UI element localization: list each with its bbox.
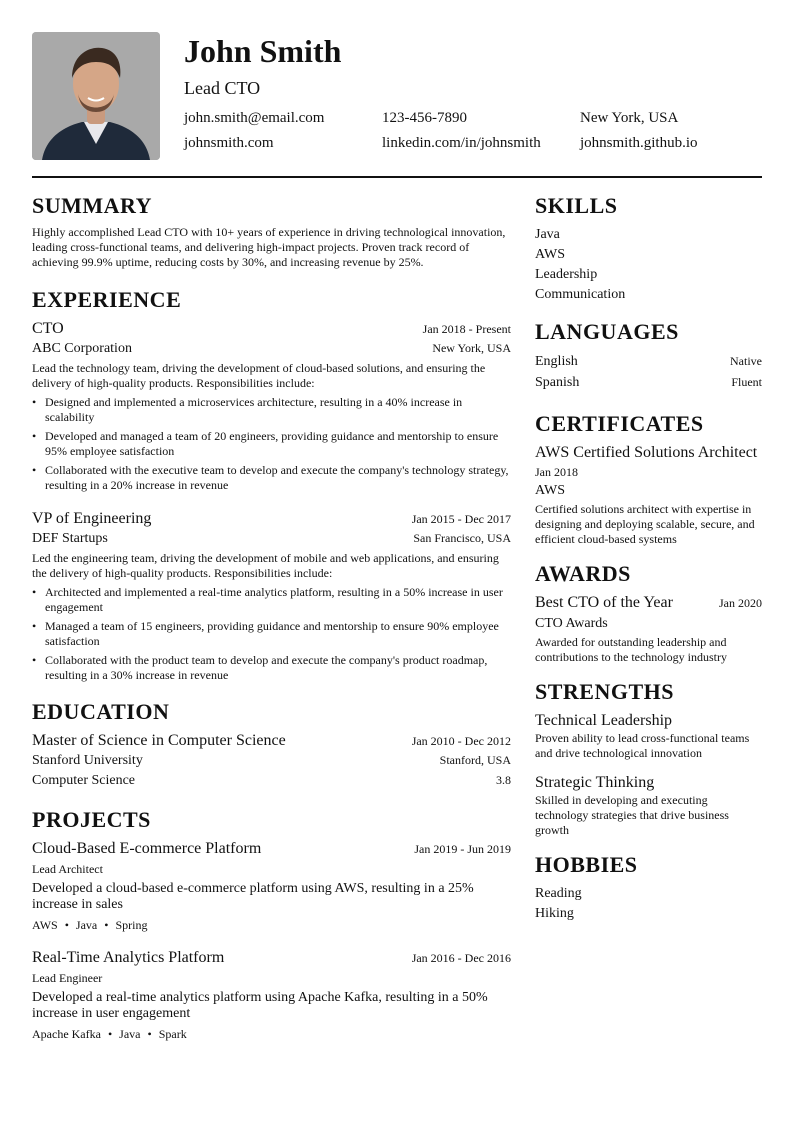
section-heading: SKILLS (535, 193, 618, 218)
main-column (32, 193, 511, 1057)
language-item (535, 351, 762, 372)
tag: Apache Kafka (32, 1027, 101, 1041)
experience-item (32, 509, 511, 683)
list-item: • Developed and managed a team of 20 engineers, providing guidance and mentorship to ensure 95% employee satisfaction (32, 429, 511, 459)
resume-header (32, 32, 762, 160)
responsibility-list (32, 395, 511, 493)
skill-item: AWS (535, 247, 565, 262)
strength-description: Proven ability to lead cross-functional teams and drive technological innovation (535, 731, 750, 760)
skill-item: Leadership (535, 267, 598, 282)
certificate-issuer: AWS (535, 483, 565, 498)
strength-item (535, 773, 762, 838)
section-heading: SUMMARY (32, 193, 153, 218)
certificate-description: Certified solutions architect with expertise in designing and deploying scalable, secure, and efficient cloud-based systems (535, 502, 755, 546)
list-item: • Collaborated with the executive team to develop and execute the company's technology strategy, resulting in a 20% increase in revenue (32, 463, 511, 493)
education-dates: Jan 2010 - Dec 2012 (411, 734, 511, 748)
language-name: English (535, 354, 578, 369)
project-role: Lead Architect (32, 862, 103, 876)
award-description: Awarded for outstanding leadership and contributions to the technology industry (535, 635, 727, 664)
job-description: Lead the technology team, driving the development of cloud-based solutions, and ensuring the delivery of high-quality products. Responsibilities include: (32, 361, 486, 390)
project-tags: AWS • Java • Spring (32, 918, 148, 932)
candidate-name: John Smith (184, 33, 342, 69)
languages-section (535, 319, 762, 393)
list-item: • Architected and implemented a real-time analytics platform, resulting in a 50% increase in user engagement (32, 585, 511, 615)
section-heading: AWARDS (535, 561, 631, 586)
language-name: Spanish (535, 375, 580, 390)
project-item (32, 839, 511, 933)
strength-name: Technical Leadership (535, 712, 673, 729)
job-role: CTO (32, 320, 64, 337)
project-description: Developed a real-time analytics platform using Apache Kafka, resulting in a 50% increase in user engagement (32, 990, 488, 1021)
candidate-title: Lead CTO (184, 78, 261, 98)
education-section (32, 699, 511, 791)
tag: Spark (158, 1027, 187, 1041)
project-role: Lead Engineer (32, 971, 103, 985)
degree-name: Master of Science in Computer Science (32, 732, 286, 749)
list-item: • Managed a team of 15 engineers, providing guidance and mentorship to ensure 90% employee satisfaction (32, 619, 511, 649)
project-description: Developed a cloud-based e-commerce platform using AWS, resulting in a 25% increase in sales (32, 881, 474, 912)
school-location: Stanford, USA (439, 753, 511, 767)
contact-info (184, 108, 762, 153)
hobby-item: Hiking (535, 906, 574, 921)
section-heading: CERTIFICATES (535, 411, 704, 436)
experience-section (32, 287, 511, 683)
experience-item (32, 319, 511, 493)
certificate-name: AWS Certified Solutions Architect (535, 444, 758, 461)
section-heading: EDUCATION (32, 699, 170, 724)
project-name: Cloud-Based E-commerce Platform (32, 840, 262, 857)
email-link[interactable]: john.smith@email.com (184, 110, 325, 126)
project-tags: Apache Kafka • Java • Spark (32, 1027, 187, 1041)
website-link[interactable]: johnsmith.com (184, 135, 274, 151)
linkedin-link[interactable]: linkedin.com/in/johnsmith (382, 135, 541, 151)
tag: Java (119, 1027, 141, 1041)
job-description: Led the engineering team, driving the development of mobile and web applications, and ensuring the delivery of high-quality products. Responsibilities include: (32, 551, 499, 580)
certificate-date: Jan 2018 (535, 465, 578, 479)
gpa: 3.8 (496, 773, 511, 787)
summary-section (32, 193, 511, 270)
job-dates: Jan 2015 - Dec 2017 (411, 512, 511, 526)
profile-photo (32, 32, 160, 160)
list-item: • Designed and implemented a microservices architecture, resulting in a 40% increase in scalability (32, 395, 511, 425)
responsibility-list (32, 585, 511, 683)
person-portrait-icon (32, 32, 160, 160)
section-heading: EXPERIENCE (32, 287, 182, 312)
tag: AWS (32, 918, 58, 932)
job-dates: Jan 2018 - Present (422, 322, 511, 336)
section-heading: STRENGTHS (535, 679, 674, 704)
school-name: Stanford University (32, 753, 143, 768)
tag: Spring (115, 918, 148, 932)
sidebar-column (535, 193, 762, 938)
company-name: DEF Startups (32, 531, 108, 546)
summary-text: Highly accomplished Lead CTO with 10+ years of experience in driving technological innovation, leading cross-functional teams, and delivering high-impact projects. Proven track record of achieving 99.9% uptime, reducing costs by 30%, and increasing revenue by 25%. (32, 225, 506, 269)
project-dates: Jan 2019 - Jun 2019 (414, 842, 511, 856)
strength-description: Skilled in developing and executing technology strategies that drive business growth (535, 793, 729, 837)
job-location: New York, USA (432, 341, 511, 355)
language-item (535, 372, 762, 393)
section-heading: LANGUAGES (535, 319, 679, 344)
projects-section (32, 807, 511, 1042)
job-location: San Francisco, USA (413, 531, 511, 545)
skills-section (535, 193, 762, 305)
project-name: Real-Time Analytics Platform (32, 949, 225, 966)
award-issuer: CTO Awards (535, 616, 608, 631)
project-dates: Jan 2016 - Dec 2016 (411, 951, 511, 965)
tag: Java (75, 918, 98, 932)
language-level: Native (730, 354, 762, 368)
strength-name: Strategic Thinking (535, 774, 655, 791)
skill-item: Java (535, 227, 560, 242)
hobbies-section (535, 852, 762, 924)
award-name: Best CTO of the Year (535, 594, 673, 611)
language-level: Fluent (731, 375, 762, 389)
phone-number: 123-456-7890 (382, 110, 467, 126)
list-item: • Collaborated with the product team to develop and execute the company's product roadmap, resulting in a 30% increase in revenue (32, 653, 511, 683)
certificates-section (535, 411, 762, 547)
section-heading: PROJECTS (32, 807, 151, 832)
field-of-study: Computer Science (32, 773, 136, 788)
company-name: ABC Corporation (32, 341, 132, 356)
hobby-item: Reading (535, 886, 582, 901)
awards-section (535, 561, 762, 665)
header-divider (32, 176, 762, 178)
job-role: VP of Engineering (32, 510, 152, 527)
github-link[interactable]: johnsmith.github.io (580, 135, 698, 151)
project-item (32, 948, 511, 1042)
strengths-section (535, 679, 762, 838)
strength-item (535, 711, 762, 761)
skill-item: Communication (535, 287, 626, 302)
location: New York, USA (580, 110, 679, 126)
section-heading: HOBBIES (535, 852, 638, 877)
award-date: Jan 2020 (719, 596, 762, 610)
